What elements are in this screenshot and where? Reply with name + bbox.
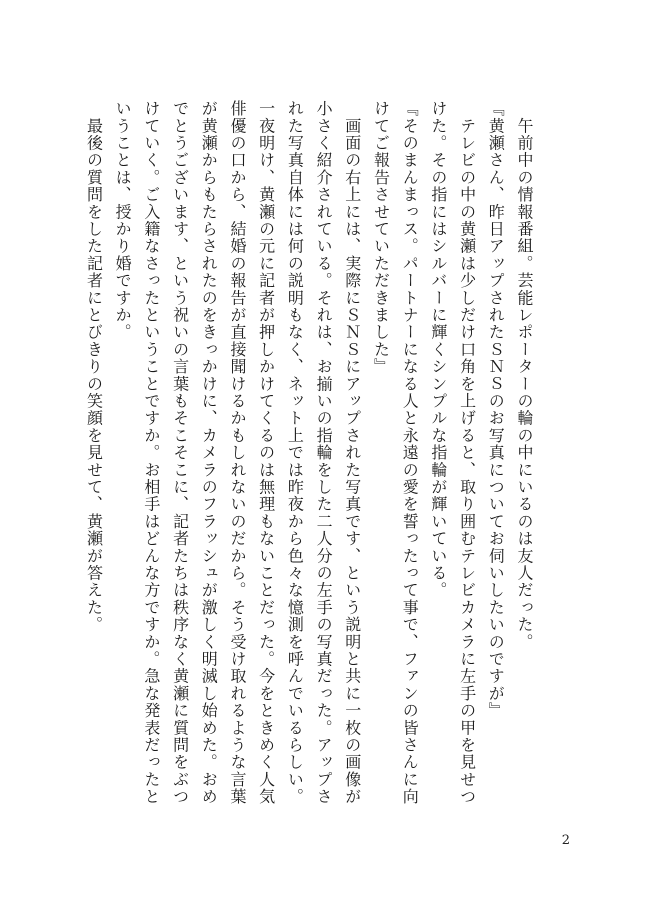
- vertical-text-body: [79, 100, 538, 820]
- page-number: 2: [561, 833, 570, 848]
- paragraph-1: 午前中の情報番組。芸能レポーターの輪の中にいるのは友人だった。: [515, 100, 534, 651]
- paragraph-3: テレビの中の黄瀬は少しだけ口角を上げると、取り囲むテレビカメラに左手の甲を見せつけた。その指にはシルバーに輝くシンプルな指輪が輝いている。: [428, 100, 477, 806]
- paragraph-5: 画面の右上には、実際にＳＮＳにアップされた写真です、という説明と共に一枚の画像が小さく紹介されている。それは、お揃いの指輪をした二人分の左手の写真だった。アップされた写真自体には何の説明もなく、ネット上では昨夜から色々な憶測を呼んでいるらしい。一夜明け、黄瀬の元に記者が押しかけてくるのは無理もないことだった。今をときめく人気俳優の口から、結婚の報告が直接聞けるかもしれないのだから。そう受け取れるような言葉が黄瀬からもたらされたのをきっかけに、カメラのフラッシュが激しく明滅し始めた。おめでとうございます、という祝いの言葉もそこそこに、記者たちは秩序なく黄瀬に質問をぶつけていく。ご入籍なさったということですか。お相手はどんな方ですか。急な発表だったということは、授かり婚ですか。: [113, 100, 362, 806]
- paragraph-2: 『黄瀬さん、昨日アップされたＳＮＳのお写真についてお伺いしたいのですが』: [486, 100, 506, 720]
- paragraph-4: 『そのまんまっス。パートナーになる人と永遠の愛を誓ったって事で、ファンの皆さんに向けてご報告させていただきました』: [371, 100, 420, 806]
- paragraph-6: 最後の質問をした記者にとびきりの笑顔を見せて、黄瀬が答えた。: [84, 100, 104, 634]
